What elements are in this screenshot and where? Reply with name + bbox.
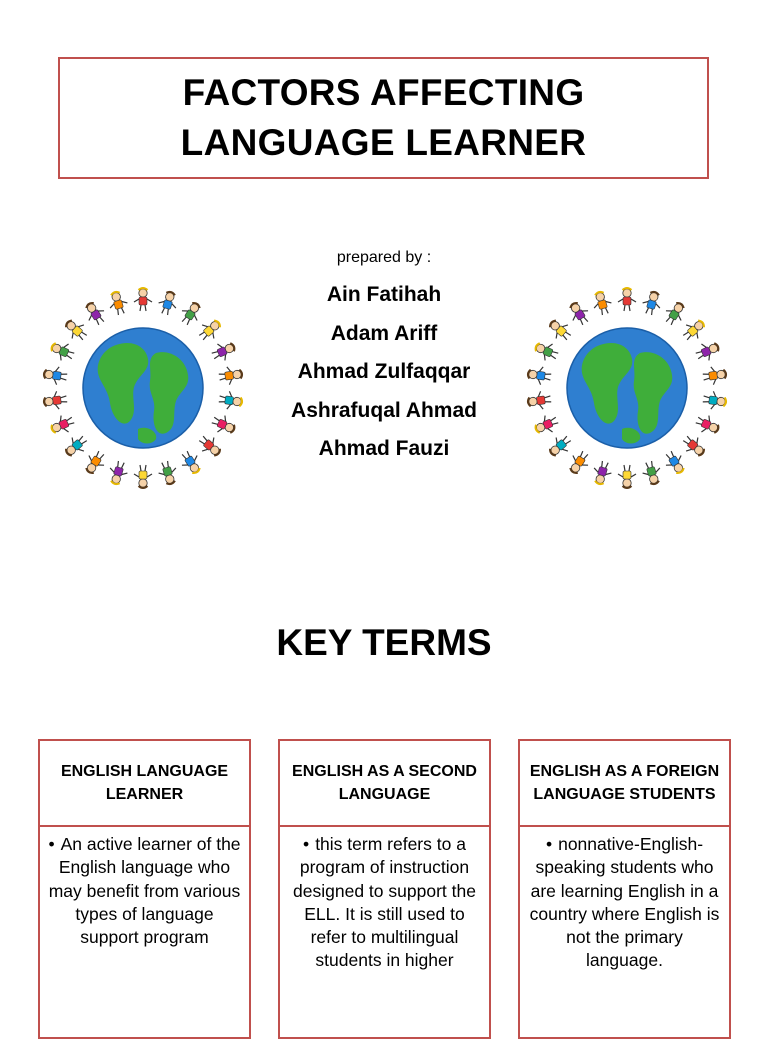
child-figure-icon <box>590 459 614 486</box>
child-figure-icon <box>209 338 237 364</box>
child-figure-icon <box>43 390 68 411</box>
page-title-line-2: LANGUAGE LEARNER <box>180 122 587 163</box>
author-name: Ahmad Fauzi <box>318 437 450 460</box>
child-figure-icon <box>527 365 552 386</box>
bullet-icon: • <box>545 834 553 854</box>
bullet-icon: • <box>303 834 310 854</box>
page-title-line-1: FACTORS AFFECTING <box>182 72 585 113</box>
child-figure-icon <box>527 390 552 411</box>
child-figure-icon <box>693 338 721 364</box>
term-description <box>280 827 489 973</box>
child-figure-icon <box>106 459 130 486</box>
child-figure-icon <box>546 432 575 461</box>
child-figure-icon <box>195 316 224 345</box>
child-figure-icon <box>640 459 664 486</box>
child-figure-icon <box>62 316 91 345</box>
globe-icon <box>567 328 687 448</box>
child-figure-icon <box>209 412 237 438</box>
bullet-icon: • <box>48 834 55 854</box>
child-figure-icon <box>81 299 109 328</box>
child-figure-icon <box>532 338 560 364</box>
author-name: Ashrafuqal Ahmad <box>291 398 477 422</box>
term-heading: ENGLISH LANGUAGE LEARNER <box>40 741 249 827</box>
child-figure-icon <box>81 448 109 477</box>
term-heading: ENGLISH AS A SECOND LANGUAGE <box>280 741 489 827</box>
child-figure-icon <box>195 432 224 461</box>
child-figure-icon <box>48 338 76 364</box>
child-figure-icon <box>702 390 727 411</box>
child-figure-icon <box>679 316 708 345</box>
child-figure-icon <box>156 290 180 317</box>
author-name: Ain Fatihah <box>326 283 442 306</box>
key-terms-heading: KEY TERMS <box>276 622 492 663</box>
child-figure-icon <box>134 288 152 311</box>
child-figure-icon <box>43 365 68 386</box>
child-figure-icon <box>661 448 689 477</box>
child-figure-icon <box>679 432 708 461</box>
author-name: Ahmad Zulfaqqar <box>297 360 471 383</box>
child-figure-icon <box>590 290 614 317</box>
term-description-text: An active learner of the English language who may benefit from various types of language support program <box>48 834 241 948</box>
child-figure-icon <box>640 290 664 317</box>
child-figure-icon <box>532 412 560 438</box>
child-figure-icon <box>62 432 91 461</box>
child-figure-icon <box>693 412 721 438</box>
term-description <box>520 827 729 973</box>
child-figure-icon <box>661 299 689 328</box>
globe-children-circle-icon <box>38 283 248 493</box>
child-figure-icon <box>177 448 205 477</box>
title-box <box>58 57 709 179</box>
term-card-esl <box>278 739 491 1039</box>
child-figure-icon <box>106 290 130 317</box>
globe-children-circle-icon <box>522 283 732 493</box>
term-heading: ENGLISH AS A FOREIGN LANGUAGE STUDENTS <box>520 741 729 827</box>
child-figure-icon <box>218 365 243 386</box>
child-figure-icon <box>48 412 76 438</box>
term-description <box>40 827 249 949</box>
child-figure-icon <box>702 365 727 386</box>
child-figure-icon <box>565 448 593 477</box>
globe-icon <box>83 328 203 448</box>
term-description-text: this term refers to a program of instruction designed to support the ELL. It is still used to refer to multilingual students in higher <box>293 834 476 971</box>
term-card-efl <box>518 739 731 1039</box>
child-figure-icon <box>177 299 205 328</box>
child-figure-icon <box>618 465 636 488</box>
child-figure-icon <box>546 316 575 345</box>
child-figure-icon <box>156 459 180 486</box>
term-description-text: nonnative-English-speaking students who are learning English in a country where English is not the primary language. <box>529 834 720 971</box>
child-figure-icon <box>565 299 593 328</box>
author-name: Adam Ariff <box>330 321 438 345</box>
child-figure-icon <box>134 465 152 488</box>
prepared-by-label: prepared by : <box>336 249 432 266</box>
term-card-ell <box>38 739 251 1039</box>
child-figure-icon <box>618 288 636 311</box>
child-figure-icon <box>218 390 243 411</box>
